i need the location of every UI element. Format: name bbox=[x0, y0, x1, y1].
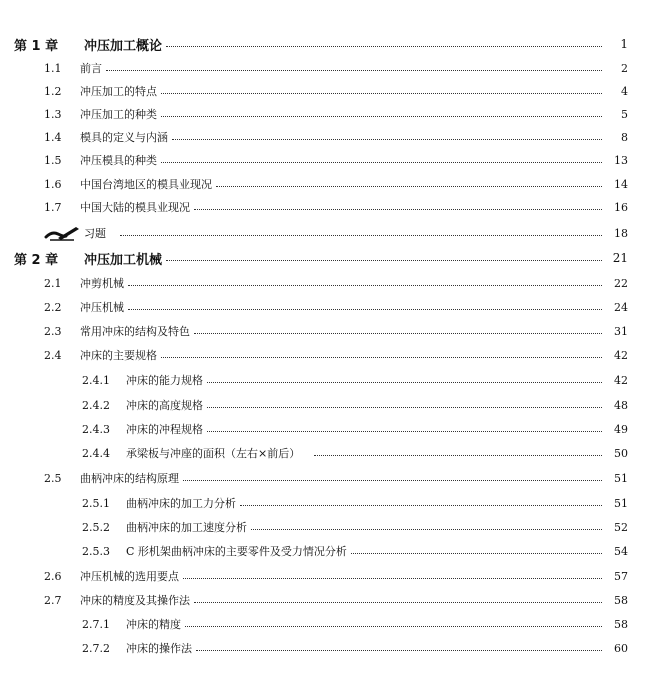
subsection-title: 冲床的冲程规格 bbox=[126, 423, 203, 436]
page-number: 24 bbox=[614, 300, 628, 314]
subsection-title: 冲床的精度 bbox=[126, 618, 181, 631]
section-number: 1.1 bbox=[44, 61, 62, 75]
dot-leader bbox=[161, 116, 602, 117]
dot-leader bbox=[161, 93, 602, 94]
section-number: 2.2 bbox=[44, 300, 62, 314]
toc-row-subsection[interactable] bbox=[0, 370, 646, 390]
toc-row-subsection[interactable] bbox=[0, 493, 646, 513]
section-number: 1.3 bbox=[44, 107, 62, 121]
page-number: 14 bbox=[614, 177, 628, 191]
pen-exercise-icon bbox=[44, 224, 82, 242]
section-number: 1.6 bbox=[44, 177, 62, 191]
section-number: 2.6 bbox=[44, 569, 62, 583]
page-number: 2 bbox=[621, 61, 628, 75]
section-title: 模具的定义与内涵 bbox=[80, 131, 168, 144]
section-title: 冲压机械的选用要点 bbox=[80, 570, 179, 583]
toc-row-subsection[interactable] bbox=[0, 541, 646, 561]
dot-leader bbox=[207, 431, 602, 432]
chapter-number: 第 1 章 bbox=[14, 38, 59, 54]
subsection-number: 2.4.2 bbox=[82, 398, 110, 412]
section-title: 冲床的精度及其操作法 bbox=[80, 594, 190, 607]
dot-leader bbox=[251, 529, 602, 530]
dot-leader bbox=[351, 553, 602, 554]
page-number: 31 bbox=[614, 324, 628, 338]
page-number: 18 bbox=[614, 226, 628, 240]
toc-row-section[interactable] bbox=[0, 345, 646, 365]
page-number: 22 bbox=[614, 276, 628, 290]
toc-row-section[interactable] bbox=[0, 297, 646, 317]
toc-row-subsection[interactable] bbox=[0, 443, 646, 463]
section-title: 冲压加工的特点 bbox=[80, 85, 157, 98]
section-number: 1.7 bbox=[44, 200, 62, 214]
subsection-number: 2.4.4 bbox=[82, 446, 110, 460]
page-number: 48 bbox=[614, 398, 628, 412]
toc-row-section[interactable] bbox=[0, 197, 646, 217]
page-number: 50 bbox=[614, 446, 628, 460]
toc-row-section[interactable] bbox=[0, 58, 646, 78]
section-title: 中国大陆的模具业现况 bbox=[80, 201, 190, 214]
toc-row-section[interactable] bbox=[0, 104, 646, 124]
toc-row-section[interactable] bbox=[0, 174, 646, 194]
subsection-number: 2.7.1 bbox=[82, 617, 110, 631]
subsection-title: 冲床的操作法 bbox=[126, 642, 192, 655]
dot-leader bbox=[128, 309, 602, 310]
page-number: 52 bbox=[614, 520, 628, 534]
toc-row-section[interactable] bbox=[0, 590, 646, 610]
subsection-number: 2.5.1 bbox=[82, 496, 110, 510]
toc-row-chapter-1[interactable] bbox=[0, 34, 646, 54]
section-title: 冲压模具的种类 bbox=[80, 154, 157, 167]
toc-row-section[interactable] bbox=[0, 150, 646, 170]
section-title: 冲剪机械 bbox=[80, 277, 124, 290]
page-number: 60 bbox=[614, 641, 628, 655]
section-number: 2.7 bbox=[44, 593, 62, 607]
page-number: 21 bbox=[612, 251, 628, 265]
page-number: 49 bbox=[614, 422, 628, 436]
page-number: 1 bbox=[620, 37, 628, 51]
page-number: 8 bbox=[621, 130, 628, 144]
dot-leader bbox=[314, 455, 602, 456]
dot-leader bbox=[120, 235, 602, 236]
toc-row-subsection[interactable] bbox=[0, 517, 646, 537]
chapter-title: 冲压加工机械 bbox=[84, 252, 163, 268]
toc-row-section[interactable] bbox=[0, 468, 646, 488]
page-number: 54 bbox=[614, 544, 628, 558]
page-number: 16 bbox=[614, 200, 628, 214]
toc-row-exercises[interactable] bbox=[0, 223, 646, 243]
page-number: 58 bbox=[614, 617, 628, 631]
toc-row-section[interactable] bbox=[0, 566, 646, 586]
dot-leader bbox=[194, 333, 602, 334]
page-number: 51 bbox=[614, 471, 628, 485]
section-number: 2.5 bbox=[44, 471, 62, 485]
toc-row-chapter-2[interactable] bbox=[0, 248, 646, 268]
dot-leader bbox=[166, 260, 602, 261]
page-number: 58 bbox=[614, 593, 628, 607]
dot-leader bbox=[183, 578, 602, 579]
subsection-title: 冲床的能力规格 bbox=[126, 374, 203, 387]
chapter-number: 第 2 章 bbox=[14, 252, 59, 268]
dot-leader bbox=[196, 650, 602, 651]
dot-leader bbox=[185, 626, 602, 627]
page-number: 51 bbox=[614, 496, 628, 510]
page-number: 42 bbox=[614, 348, 628, 362]
section-number: 1.2 bbox=[44, 84, 62, 98]
section-title: 冲压加工的种类 bbox=[80, 108, 157, 121]
section-title: 中国台湾地区的模具业现况 bbox=[80, 178, 212, 191]
dot-leader bbox=[172, 139, 602, 140]
section-title: 冲床的主要规格 bbox=[80, 349, 157, 362]
dot-leader bbox=[216, 186, 602, 187]
dot-leader bbox=[128, 285, 602, 286]
section-number: 2.1 bbox=[44, 276, 62, 290]
section-title: 前言 bbox=[80, 62, 102, 75]
section-title: 曲柄冲床的结构原理 bbox=[80, 472, 179, 485]
toc-row-section[interactable] bbox=[0, 273, 646, 293]
dot-leader bbox=[106, 70, 602, 71]
page-number: 57 bbox=[614, 569, 628, 583]
subsection-number: 2.4.3 bbox=[82, 422, 110, 436]
toc-row-subsection[interactable] bbox=[0, 419, 646, 439]
subsection-number: 2.4.1 bbox=[82, 373, 110, 387]
dot-leader bbox=[183, 480, 602, 481]
subsection-title: 曲柄冲床的加工速度分析 bbox=[126, 521, 247, 534]
toc-row-section[interactable] bbox=[0, 127, 646, 147]
chapter-title: 冲压加工概论 bbox=[84, 38, 163, 54]
exercise-title: 习题 bbox=[84, 227, 106, 240]
toc-row-subsection[interactable] bbox=[0, 395, 646, 415]
dot-leader bbox=[240, 505, 602, 506]
dot-leader bbox=[194, 602, 602, 603]
toc-row-section[interactable] bbox=[0, 81, 646, 101]
dot-leader bbox=[161, 357, 602, 358]
subsection-title: 冲床的高度规格 bbox=[126, 399, 203, 412]
subsection-title: 承梁板与冲座的面积（左右×前后） bbox=[126, 447, 301, 460]
subsection-number: 2.7.2 bbox=[82, 641, 110, 655]
dot-leader bbox=[194, 209, 602, 210]
toc-row-section[interactable] bbox=[0, 321, 646, 341]
dot-leader bbox=[161, 162, 602, 163]
subsection-number: 2.5.2 bbox=[82, 520, 110, 534]
toc-row-subsection[interactable] bbox=[0, 614, 646, 634]
toc-row-subsection[interactable] bbox=[0, 638, 646, 658]
section-title: 冲压机械 bbox=[80, 301, 124, 314]
section-number: 1.5 bbox=[44, 153, 62, 167]
section-number: 2.4 bbox=[44, 348, 62, 362]
dot-leader bbox=[207, 382, 602, 383]
dot-leader bbox=[166, 46, 602, 47]
subsection-title: C 形机架曲柄冲床的主要零件及受力情况分析 bbox=[126, 545, 347, 558]
subsection-number: 2.5.3 bbox=[82, 544, 110, 558]
page-number: 4 bbox=[621, 84, 628, 98]
section-title: 常用冲床的结构及特色 bbox=[80, 325, 190, 338]
section-number: 1.4 bbox=[44, 130, 62, 144]
page-number: 42 bbox=[614, 373, 628, 387]
dot-leader bbox=[207, 407, 602, 408]
section-number: 2.3 bbox=[44, 324, 62, 338]
page-number: 13 bbox=[614, 153, 628, 167]
page-number: 5 bbox=[621, 107, 628, 121]
subsection-title: 曲柄冲床的加工力分析 bbox=[126, 497, 236, 510]
